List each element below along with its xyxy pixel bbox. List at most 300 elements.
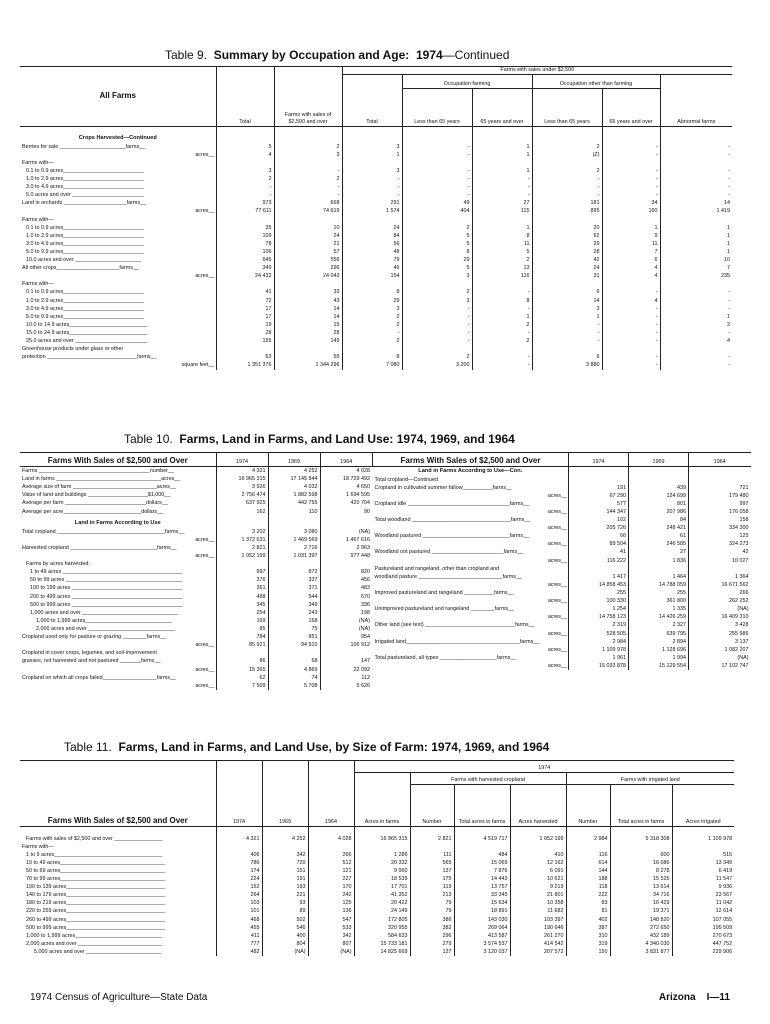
table9-cell: 84: [342, 232, 402, 240]
table9-row: [20, 175, 732, 183]
table11-cell: 136: [308, 907, 354, 915]
table10-left-row-label: Value of land and buildings ____________________$1,000__: [22, 492, 171, 499]
table9-cell: 41: [216, 288, 274, 296]
table10-right-row: [373, 484, 751, 492]
table9-col-other-65over: 65 years and over: [602, 89, 660, 127]
table10-left-cell: 1 469 569: [268, 536, 320, 544]
table9-cell: -: [402, 143, 472, 151]
table11-cell: 8 278: [610, 867, 672, 875]
table9-cell: -: [472, 191, 532, 199]
table9-cell: -: [216, 191, 274, 199]
table10-left-row: [20, 528, 372, 536]
table11-cell: 224: [216, 875, 262, 883]
table9-cell: 3: [342, 143, 402, 151]
table9-cell: -: [602, 313, 660, 321]
table9-cell: 5: [216, 143, 274, 151]
table9-cell: 154: [342, 272, 402, 280]
table9-cell: -: [602, 361, 660, 369]
table10-right-cell: 124 699: [629, 492, 689, 500]
table10-right-row: [373, 540, 751, 548]
table9-cell: 1: [472, 167, 532, 175]
table10-left-cell: (NA): [320, 625, 372, 633]
table11-body: [20, 827, 734, 957]
table10-left-cell: 670: [320, 593, 372, 601]
table11-row: [20, 843, 734, 851]
table11-cell: 807: [308, 940, 354, 948]
table10-left-cell: 2 756 474: [216, 491, 268, 499]
table9-cell: -: [532, 337, 602, 345]
table9-cell: 6: [532, 288, 602, 296]
table9-row: [20, 264, 732, 272]
table10-right-row: [373, 589, 751, 597]
table11-cell: [354, 843, 410, 851]
table11-cell: 4 252: [262, 835, 308, 843]
table11-row: [20, 899, 734, 907]
table10-left-row-label: Cropland used only for pasture or grazing ________farms__: [22, 634, 167, 641]
table10-left-cell: 62: [216, 674, 268, 682]
table10-left-row: [20, 633, 372, 641]
table10-right-cell: [629, 476, 689, 484]
table11-cell: 10 358: [510, 899, 566, 907]
table11-cell: 414 542: [510, 940, 566, 948]
table9-cell: 63: [216, 353, 274, 361]
table9-col-occ-65over: 65 years and over: [472, 89, 532, 127]
table9-cell: 2: [532, 167, 602, 175]
table9-row: [20, 191, 732, 199]
table9-row: [20, 248, 732, 256]
table9-row-label: Farms with—: [22, 281, 54, 288]
table9-prefix: Table 9.: [165, 48, 208, 62]
table9-cell: 35: [216, 224, 274, 232]
table10-right-row-label: acres__: [547, 630, 567, 637]
table9-cell: [660, 216, 732, 224]
table11-cell: 402: [566, 916, 610, 924]
table9-cell: -: [402, 305, 472, 313]
table10-right-cell: 324 273: [689, 540, 751, 548]
table9-cell: 895: [532, 207, 602, 215]
table9-cell: -: [532, 175, 602, 183]
table9-cell: -: [472, 353, 532, 361]
table10-left-row-label: Land in farms ___________________________________acres__: [22, 476, 181, 483]
table11-cell: 804: [262, 940, 308, 948]
table10-right-cell: 67 290: [569, 492, 629, 500]
table9-cell: 5: [402, 264, 472, 272]
table11-row: [20, 875, 734, 883]
table9-row: [20, 361, 732, 369]
table10-left-cell: 1 052 199: [216, 552, 268, 560]
table9-cell: 49: [402, 199, 472, 207]
table9-cell: [472, 216, 532, 224]
table11-cell: 89: [262, 907, 308, 915]
table10-left-cell: 997: [216, 568, 268, 576]
table9-cell: 155: [216, 337, 274, 345]
table10-left-cell: 1 694 595: [320, 491, 372, 499]
table9-cell: -: [402, 183, 472, 191]
table11-cell: 3 574 537: [454, 940, 510, 948]
table11-cell: 15 525: [610, 875, 672, 883]
table10-left-row-label: Farms by acres harvested:: [26, 561, 90, 568]
table9-cell: -: [532, 321, 602, 329]
table10-right-row-label: Cropland in cultivated summer fallow__________farms__: [374, 484, 513, 491]
table11-cell: 3 120 037: [454, 948, 510, 956]
table10-left-cell: 851: [268, 633, 320, 641]
table11-cell: 4 519 717: [454, 835, 510, 843]
table9-cell: 24: [342, 224, 402, 232]
table10-left-cell: 442 755: [268, 499, 320, 507]
table10-left-cell: 1 372 631: [216, 536, 268, 544]
footer-page: I—11: [706, 992, 730, 1003]
table10-left-cell: 22 092: [320, 666, 372, 674]
table10-left-row-label: acres__: [195, 552, 215, 559]
table9: [20, 66, 732, 370]
table11-col-acres-in-farms: Acres in farms: [354, 773, 410, 827]
table11-cell: 342: [308, 932, 354, 940]
table9-cell: -: [472, 175, 532, 183]
table9-cell: -: [274, 183, 342, 191]
table9-cell: 3: [342, 305, 402, 313]
table9-cell: -: [660, 151, 732, 159]
table10-right-cell: 2 894: [629, 638, 689, 646]
table11-cell: 174: [216, 867, 262, 875]
table10-right-row: [373, 654, 751, 662]
table9-cell: 1: [472, 143, 532, 151]
table11-cell: 116: [566, 851, 610, 859]
table9-cell: 1: [342, 151, 402, 159]
table9-cell: 24: [274, 232, 342, 240]
table11-cell: 23 567: [672, 891, 734, 899]
table10-right-row-label: acres__: [547, 508, 567, 515]
table9-cell: 5: [402, 240, 472, 248]
table9-cell: [216, 216, 274, 224]
table9-cell: 1: [472, 313, 532, 321]
table11-cell: 121: [308, 867, 354, 875]
table9-row-label: Berries for sale ______________________farms__: [22, 143, 146, 150]
table11-row-label: 5,000 acres and over _________________________: [34, 949, 162, 956]
table9-cell: -: [660, 305, 732, 313]
table11-cell: 382: [410, 924, 454, 932]
table9-section-heading: Crops Harvested—Continued: [78, 135, 157, 142]
table11-cell: 7 876: [454, 867, 510, 875]
table10-right-row: [373, 638, 751, 646]
table10-left-row-label: 50 to 99 acres _______________________________________: [30, 577, 183, 584]
table10-right-row-label: Unimproved pastureland and rangeland ________farms__: [374, 606, 515, 613]
table10-right-row-label: acres__: [547, 646, 567, 653]
table10-left-row-label: Harvested cropland _____________________________farms__: [22, 544, 177, 551]
table10-left-cell: 169: [216, 617, 268, 625]
table11-cell: 6 091: [510, 867, 566, 875]
table11-row-label: Farms with sales of $2,500 and over ________________: [26, 835, 163, 842]
table11-col-irr-acres: Acres irrigated: [672, 785, 734, 827]
table10-right-cell: 17 102 747: [689, 662, 751, 670]
table10-left-cell: 3 202: [216, 528, 268, 536]
table11-row: [20, 916, 734, 924]
table9-row: [20, 216, 732, 224]
table10-left-row: [20, 499, 372, 507]
table10-left-cell: 488: [216, 593, 268, 601]
table11-cell: 13 349: [672, 859, 734, 867]
table11-cell: 41 352: [354, 891, 410, 899]
table10-right-cell: 528 505: [569, 630, 629, 638]
table10-right-cell: 3 428: [689, 621, 751, 629]
table11-year-group: 1974: [354, 761, 734, 773]
table10-left-row: [20, 516, 372, 528]
table10-left-cell: 483: [320, 584, 372, 592]
table9-cell: 20: [532, 224, 602, 232]
table10-right-cell: 15 129 554: [629, 662, 689, 670]
table10-right-cell: 1 254: [569, 605, 629, 613]
table10-right-cell: 116 222: [569, 557, 629, 565]
table11-cell: 13 757: [454, 883, 510, 891]
table10-left-row-label: 1,000 to 1,999 acres_____________________________: [36, 617, 173, 624]
table10-left-row: [20, 657, 372, 665]
table9-cell: 57: [274, 248, 342, 256]
table9-cell: 2: [342, 337, 402, 345]
table10-left-row: [20, 475, 372, 483]
table9-cell: 33: [274, 288, 342, 296]
table11-cell: 342: [262, 851, 308, 859]
table11-cell: 720: [262, 859, 308, 867]
table11-row-label: Farms with—: [22, 843, 54, 850]
table9-cell: 48: [342, 248, 402, 256]
table9-cell: 11: [472, 240, 532, 248]
table10-right-row: [373, 646, 751, 654]
table11-cell: [566, 843, 610, 851]
table9-cell: 291: [342, 199, 402, 207]
table11-col-1969: 1969: [262, 761, 308, 827]
table10-right-row: [373, 476, 751, 484]
table9-cell: 56: [342, 240, 402, 248]
table11-cell: 83: [566, 899, 610, 907]
table10-right-row: [373, 662, 751, 670]
table9-row-label: square feet__: [181, 362, 215, 369]
table10-right-row: [373, 565, 751, 573]
table11-cell: 11 042: [672, 899, 734, 907]
table11-cell: 13 614: [610, 883, 672, 891]
table9-row: [20, 353, 732, 361]
table11-col-1974: 1974: [216, 761, 262, 827]
table9-row: [20, 207, 732, 215]
table11-cell: 33 345: [454, 891, 510, 899]
table9-cell: [402, 345, 472, 353]
table11-cell: 310: [566, 932, 610, 940]
table11-cell: [510, 843, 566, 851]
table9-cell: [342, 159, 402, 167]
table10-left-row: [20, 544, 372, 552]
table11-cell: 188: [566, 875, 610, 883]
table9-cell: -: [602, 321, 660, 329]
table9-cell: 1 344 296: [274, 361, 342, 369]
table10-left-cell: 420 704: [320, 499, 372, 507]
table9-cell: -: [660, 288, 732, 296]
table9-cell: 2: [472, 256, 532, 264]
table9-cell: [660, 159, 732, 167]
table10-left-cell: 4 028: [320, 467, 372, 476]
table10-left-cell: 954: [320, 633, 372, 641]
table10-left-cell: 162: [216, 508, 268, 516]
table11-cell: (NA): [308, 948, 354, 956]
table10-left-row-label: Farms _____________________________________number__: [22, 468, 174, 474]
table10-right-cell: 439: [629, 484, 689, 492]
table9-cell: -: [602, 305, 660, 313]
table10-right-cell: [689, 565, 751, 573]
table9-row-label: 0.1 to 0.9 acres___________________________: [26, 224, 145, 231]
table10-left-cell: 68: [268, 657, 320, 665]
table9-row: [20, 272, 732, 280]
table10-right-row: [373, 492, 751, 500]
table11-cell: [216, 843, 262, 851]
table11-row: [20, 835, 734, 843]
table9-cell: 1: [532, 313, 602, 321]
table9-cell: [216, 280, 274, 288]
table9-row: [20, 159, 732, 167]
table10-left-body: [20, 467, 372, 690]
table9-cell: 2: [402, 353, 472, 361]
table11-cell: 14 825 669: [354, 948, 410, 956]
table9-row-label: 0.1 to 0.9 acres___________________________: [26, 167, 145, 174]
table11-cell: 413 587: [454, 932, 510, 940]
table9-cell: 7: [660, 264, 732, 272]
table9-cell: 2: [472, 337, 532, 345]
table10-left-cell: 4 869: [268, 666, 320, 674]
table10-right-cell: 207 986: [629, 508, 689, 516]
table9-cell: -: [602, 143, 660, 151]
table11-col-1964: 1964: [308, 761, 354, 827]
table10-left-cell: 376: [216, 576, 268, 584]
table11-row: [20, 907, 734, 915]
table11-cell: 143 030: [454, 916, 510, 924]
table11-cell: 410: [510, 851, 566, 859]
table9-cell: -: [402, 167, 472, 175]
table10-right-cell: 1 109 978: [569, 646, 629, 654]
table9-row-label: All other crops_____________________farms__: [22, 265, 139, 272]
table9-cell: 668: [274, 199, 342, 207]
table10-left-row: [20, 576, 372, 584]
table9-row-label: 15.0 to 24.9 acres__________________________: [26, 330, 148, 337]
table9-cell: 4: [602, 264, 660, 272]
table10-right-row-label: Total pastureland, all types ___________________farms__: [374, 654, 517, 661]
table10-left-cell: 3 080: [268, 528, 320, 536]
table11-cell: 515: [672, 851, 734, 859]
table9-cell: 2: [342, 321, 402, 329]
table9-cell: 13: [472, 264, 532, 272]
footer-right: [659, 990, 730, 1005]
table10-left-cell: 4 252: [268, 467, 320, 476]
table9-cell: [402, 280, 472, 288]
table9-row-label: acres__: [195, 208, 215, 215]
table11-row-label: 2,000 acres and over ____________________________: [26, 940, 163, 947]
table10-left-row: [20, 682, 372, 690]
table10-left-cell: [216, 516, 268, 528]
table11-cell: 14 443: [454, 875, 510, 883]
table9-cell: -: [602, 183, 660, 191]
table11-row: [20, 883, 734, 891]
table11-cell: 19 371: [610, 907, 672, 915]
table9-cell: -: [660, 143, 732, 151]
table9-cell: 6: [602, 256, 660, 264]
table11-cell: 269 064: [454, 924, 510, 932]
table11-row-label: 500 to 999 acres_________________________________: [26, 924, 166, 931]
table9-col-abnormal: Abnormal farms: [660, 75, 732, 127]
table10-right-cell: 84: [629, 516, 689, 524]
table9-cell: 43: [274, 297, 342, 305]
table10-left-row: [20, 560, 372, 568]
table10-right-cell: 102: [569, 516, 629, 524]
table9-cell: [342, 345, 402, 353]
table10-left-cell: 637 925: [216, 499, 268, 507]
table10-left-row-label: grasses, not harvested and not pastured _______farms__: [22, 658, 161, 665]
table10-right-row: [373, 516, 751, 524]
table9-col-total: Total: [216, 67, 274, 127]
table10-right-header: Farms With Sales of $2,500 and Over: [373, 453, 569, 467]
table10-right-cell: 266: [689, 589, 751, 597]
table9-cell: [660, 280, 732, 288]
table10-right-row: [373, 524, 751, 532]
table10-right-cell: 721: [689, 484, 751, 492]
table11-cell: (NA): [262, 948, 308, 956]
table10-right-cell: 205 726: [569, 524, 629, 532]
table9-cell: 79: [342, 256, 402, 264]
table10-right-row: [373, 500, 751, 508]
table11-cell: 195 509: [672, 924, 734, 932]
table10-right-cell: 158: [689, 516, 751, 524]
table10-left-cell: 90: [320, 508, 372, 516]
table10-left-cell: [320, 649, 372, 657]
table11-cell: 455: [216, 924, 262, 932]
table10-left-row-label: acres__: [195, 642, 215, 649]
table9-cell: [274, 345, 342, 353]
table10-right-row-label: Other land (see text) ______________________________farms__: [374, 622, 535, 629]
table9-cell: [274, 216, 342, 224]
table9-cell: -: [602, 329, 660, 337]
table11-row-label: 10 to 49 acres___________________________________: [26, 859, 166, 866]
table10-left-cell: 16 965 315: [216, 475, 268, 483]
table9-cell: -: [342, 175, 402, 183]
table9-cell: 3: [274, 151, 342, 159]
table10-right-row: [373, 597, 751, 605]
table10-left-cell: 5 626: [320, 682, 372, 690]
table11-cell: 20 332: [354, 859, 410, 867]
table11-cell: 16 086: [610, 859, 672, 867]
table10-left-cell: 106 912: [320, 641, 372, 649]
table10-right-row: [373, 573, 751, 581]
table10-right-row-label: acres__: [547, 581, 567, 588]
table9-cell: [216, 345, 274, 353]
table9-cell: 2: [472, 321, 532, 329]
table9-cell: 4: [602, 297, 660, 305]
table10-left-row-label: 1 to 49 acres ________________________________________: [30, 569, 183, 576]
table9-row-label: acres__: [195, 151, 215, 158]
table10-left-row-label: Cropland in cover crops, legumes, and soil-improvement: [22, 650, 157, 657]
table9-cell: 7 080: [342, 361, 402, 369]
table11-header-irrigated: Farms with irrigated land: [566, 773, 734, 785]
table10-right-cell: [689, 476, 751, 484]
table10-left-cell: 4 321: [216, 467, 268, 476]
table11-cell: 406: [216, 851, 262, 859]
table11-cell: 221: [262, 891, 308, 899]
table9-col-sales-over: Farms with sales of $2,500 and over: [274, 67, 342, 127]
table10-right-row-label: acres__: [547, 541, 567, 548]
table9-row: [20, 240, 732, 248]
table9-cell: 3 880: [532, 361, 602, 369]
table9-cell: -: [402, 151, 472, 159]
table9-cell: 1: [660, 248, 732, 256]
table9-cell: 14: [274, 313, 342, 321]
table11-cell: 1 286: [354, 851, 410, 859]
table9-row-label: Land in orchards _____________________farms__: [22, 200, 147, 207]
table10-left-row-label: acres__: [195, 666, 215, 673]
table11-cell: 148 820: [610, 916, 672, 924]
table10-right-body: [373, 467, 751, 671]
